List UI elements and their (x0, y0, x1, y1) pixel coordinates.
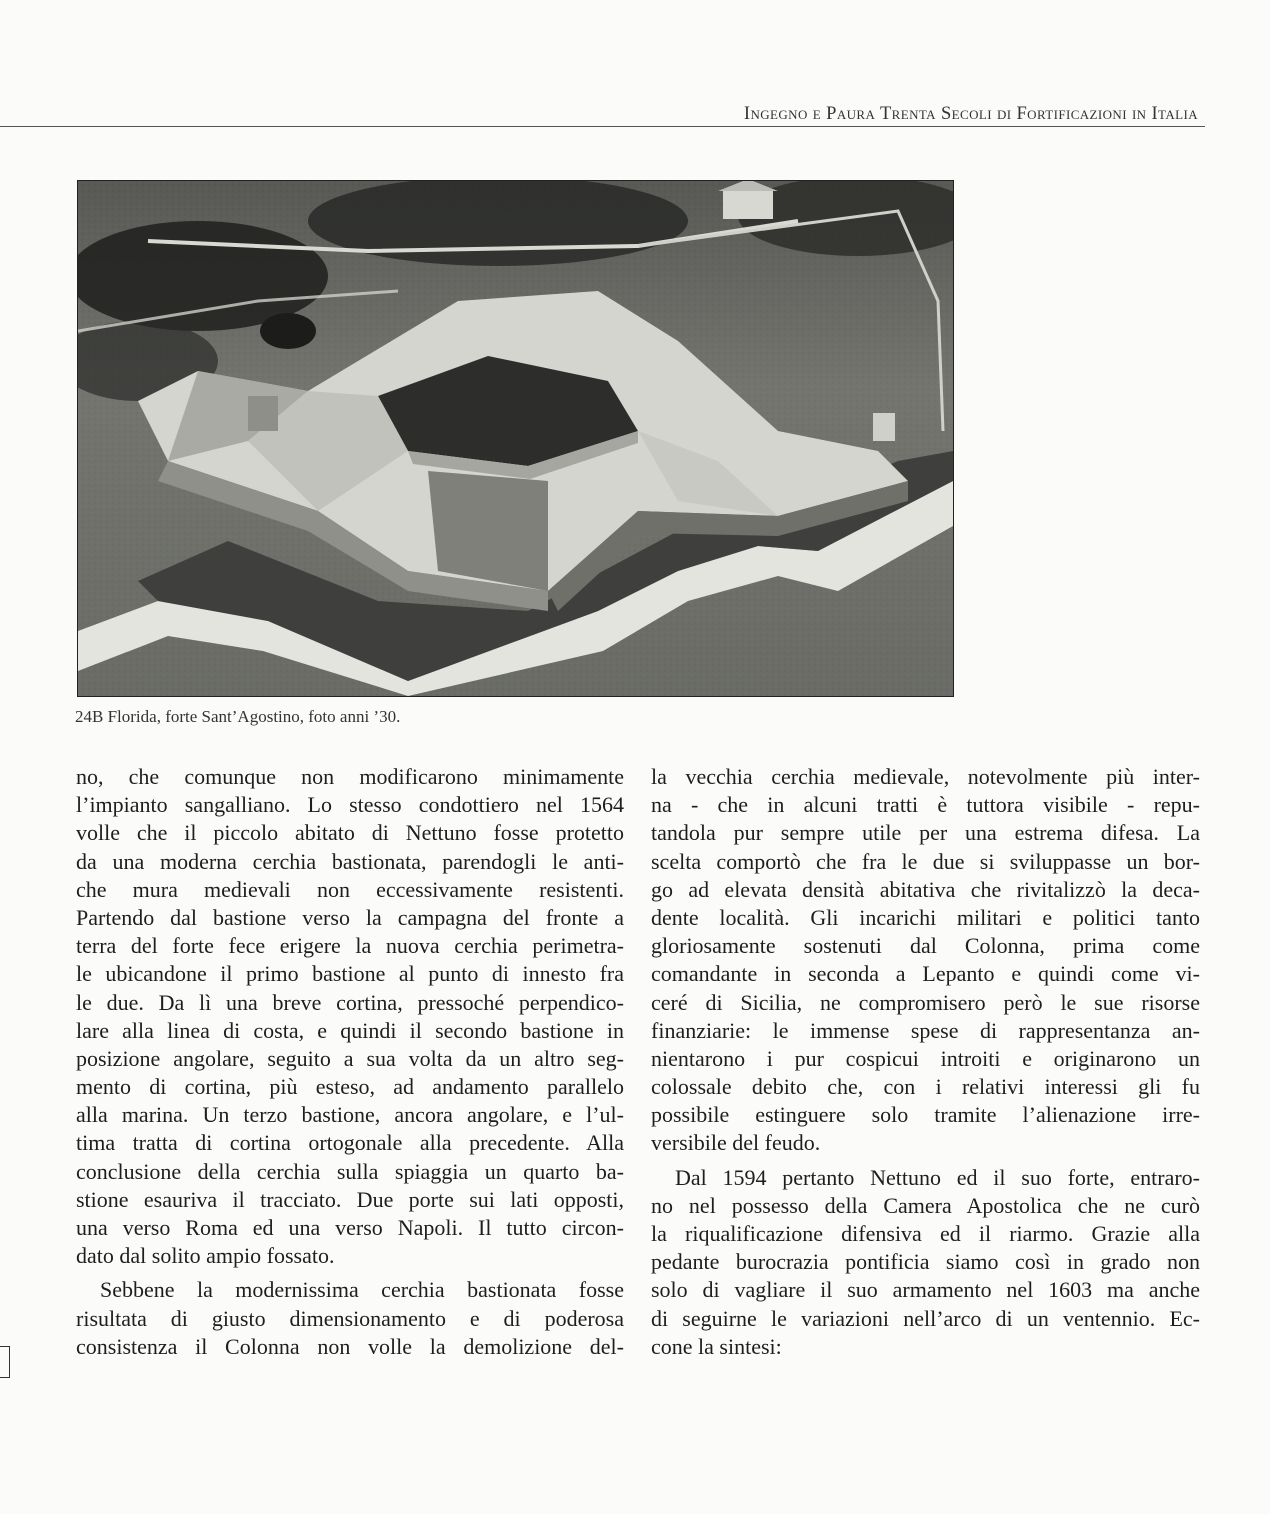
text-line: Dal 1594 pertanto Nettuno ed il suo forte, entraro- (675, 1164, 1200, 1190)
text-line: gloriosamente sostenuti dal Colonna, prima come (651, 933, 1200, 959)
margin-bracket-mark (0, 1346, 10, 1378)
text-line: no, che comunque non modificarono minimamente (76, 764, 624, 789)
text-line: da una moderna cerchia bastionata, parendogli le anti- (76, 848, 624, 874)
text-line: posizione angolare, seguito a sua volta da un altro seg- (76, 1045, 624, 1071)
text-column-right (651, 763, 1200, 1361)
text-line: alla marina. Un terzo bastione, ancora angolare, e l’ul- (76, 1102, 624, 1128)
text-line: Sebbene la modernissima cerchia bastionata fosse (100, 1277, 624, 1303)
paragraph (651, 1164, 1200, 1361)
figure-caption: 24B Florida, forte Sant’Agostino, foto anni ’30. (75, 707, 401, 726)
header-rule (0, 126, 1205, 127)
text-line: go ad elevata densità abitativa che rivitalizzò la deca- (651, 876, 1200, 902)
text-line: pedante burocrazia pontificia siamo così in grado non (651, 1249, 1200, 1275)
text-line: cone la sintesi: (651, 1333, 782, 1359)
text-line: di seguirne le variazioni nell’arco di un ventennio. Ec- (651, 1305, 1200, 1331)
text-line: nientarono i pur cospicui introiti e originarono un (651, 1045, 1200, 1071)
text-line: ceré di Sicilia, ne compromisero però le sue risorse (651, 989, 1200, 1015)
text-column-left (76, 763, 624, 1361)
text-line: comandante in seconda a Lepanto e quindi come vi- (651, 961, 1200, 987)
text-line: una verso Roma ed una verso Napoli. Il tutto circon- (76, 1215, 624, 1240)
text-line: tandola pur sempre utile per una estrema difesa. La (651, 820, 1200, 846)
text-line: conclusione della cerchia sulla spiaggia un quarto ba- (76, 1158, 624, 1184)
text-line: l’impianto sangalliano. Lo stesso condottiero nel 1564 (76, 792, 624, 818)
text-line: versibile del feudo. (651, 1130, 821, 1156)
text-line: la vecchia cerchia medievale, notevolmente più inter- (651, 764, 1200, 789)
paragraph (76, 763, 624, 1270)
text-line: scelta comportò che fra le due si sviluppasse un bor- (651, 848, 1200, 874)
text-line: terra del forte fece erigere la nuova cerchia perimetra- (76, 933, 624, 959)
text-line: lare alla linea di costa, e quindi il secondo bastione in (76, 1017, 624, 1043)
text-line: risultata di giusto dimensionamento e di poderosa (76, 1305, 624, 1331)
text-line: finanziarie: le immense spese di rappresentanza an- (651, 1017, 1200, 1043)
text-line: no nel possesso della Camera Apostolica che ne curò (651, 1192, 1200, 1218)
text-line: dente località. Gli incarichi militari e politici tanto (651, 904, 1200, 930)
aerial-fort-image (78, 181, 953, 696)
text-line: la riqualificazione difensiva ed il riarmo. Grazie alla (651, 1221, 1200, 1246)
text-line: mento di cortina, più esteso, ad andamento parallelo (76, 1074, 624, 1100)
running-header: Ingegno e Paura Trenta Secoli di Fortificazioni in Italia (743, 104, 1198, 124)
text-line: possibile estinguere solo tramite l’alienazione irre- (651, 1102, 1200, 1128)
text-line: dato dal solito ampio fossato. (76, 1243, 335, 1269)
text-line: le ubicandone il primo bastione al punto di innesto fra (76, 961, 624, 987)
paragraph (76, 1276, 624, 1361)
text-line: consistenza il Colonna non volle la demolizione del- (76, 1333, 624, 1359)
text-line: tima tratta di cortina ortogonale alla precedente. Alla (76, 1130, 624, 1156)
text-line: volle che il piccolo abitato di Nettuno fosse protetto (76, 820, 624, 846)
text-line: solo di vagliare il suo armamento nel 1603 ma anche (651, 1277, 1200, 1303)
fort-photograph (77, 180, 954, 697)
paragraph (651, 763, 1200, 1158)
text-line: le due. Da lì una breve cortina, pressoché perpendico- (76, 989, 624, 1015)
text-line: colossale debito che, con i relativi interessi gli fu (651, 1074, 1200, 1100)
text-line: stione esauriva il tracciato. Due porte sui lati opposti, (76, 1186, 624, 1212)
text-line: na - che in alcuni tratti è tuttora visibile - repu- (651, 792, 1200, 818)
text-line: Partendo dal bastione verso la campagna del fronte a (76, 904, 624, 930)
text-line: che mura medievali non eccessivamente resistenti. (76, 876, 624, 902)
